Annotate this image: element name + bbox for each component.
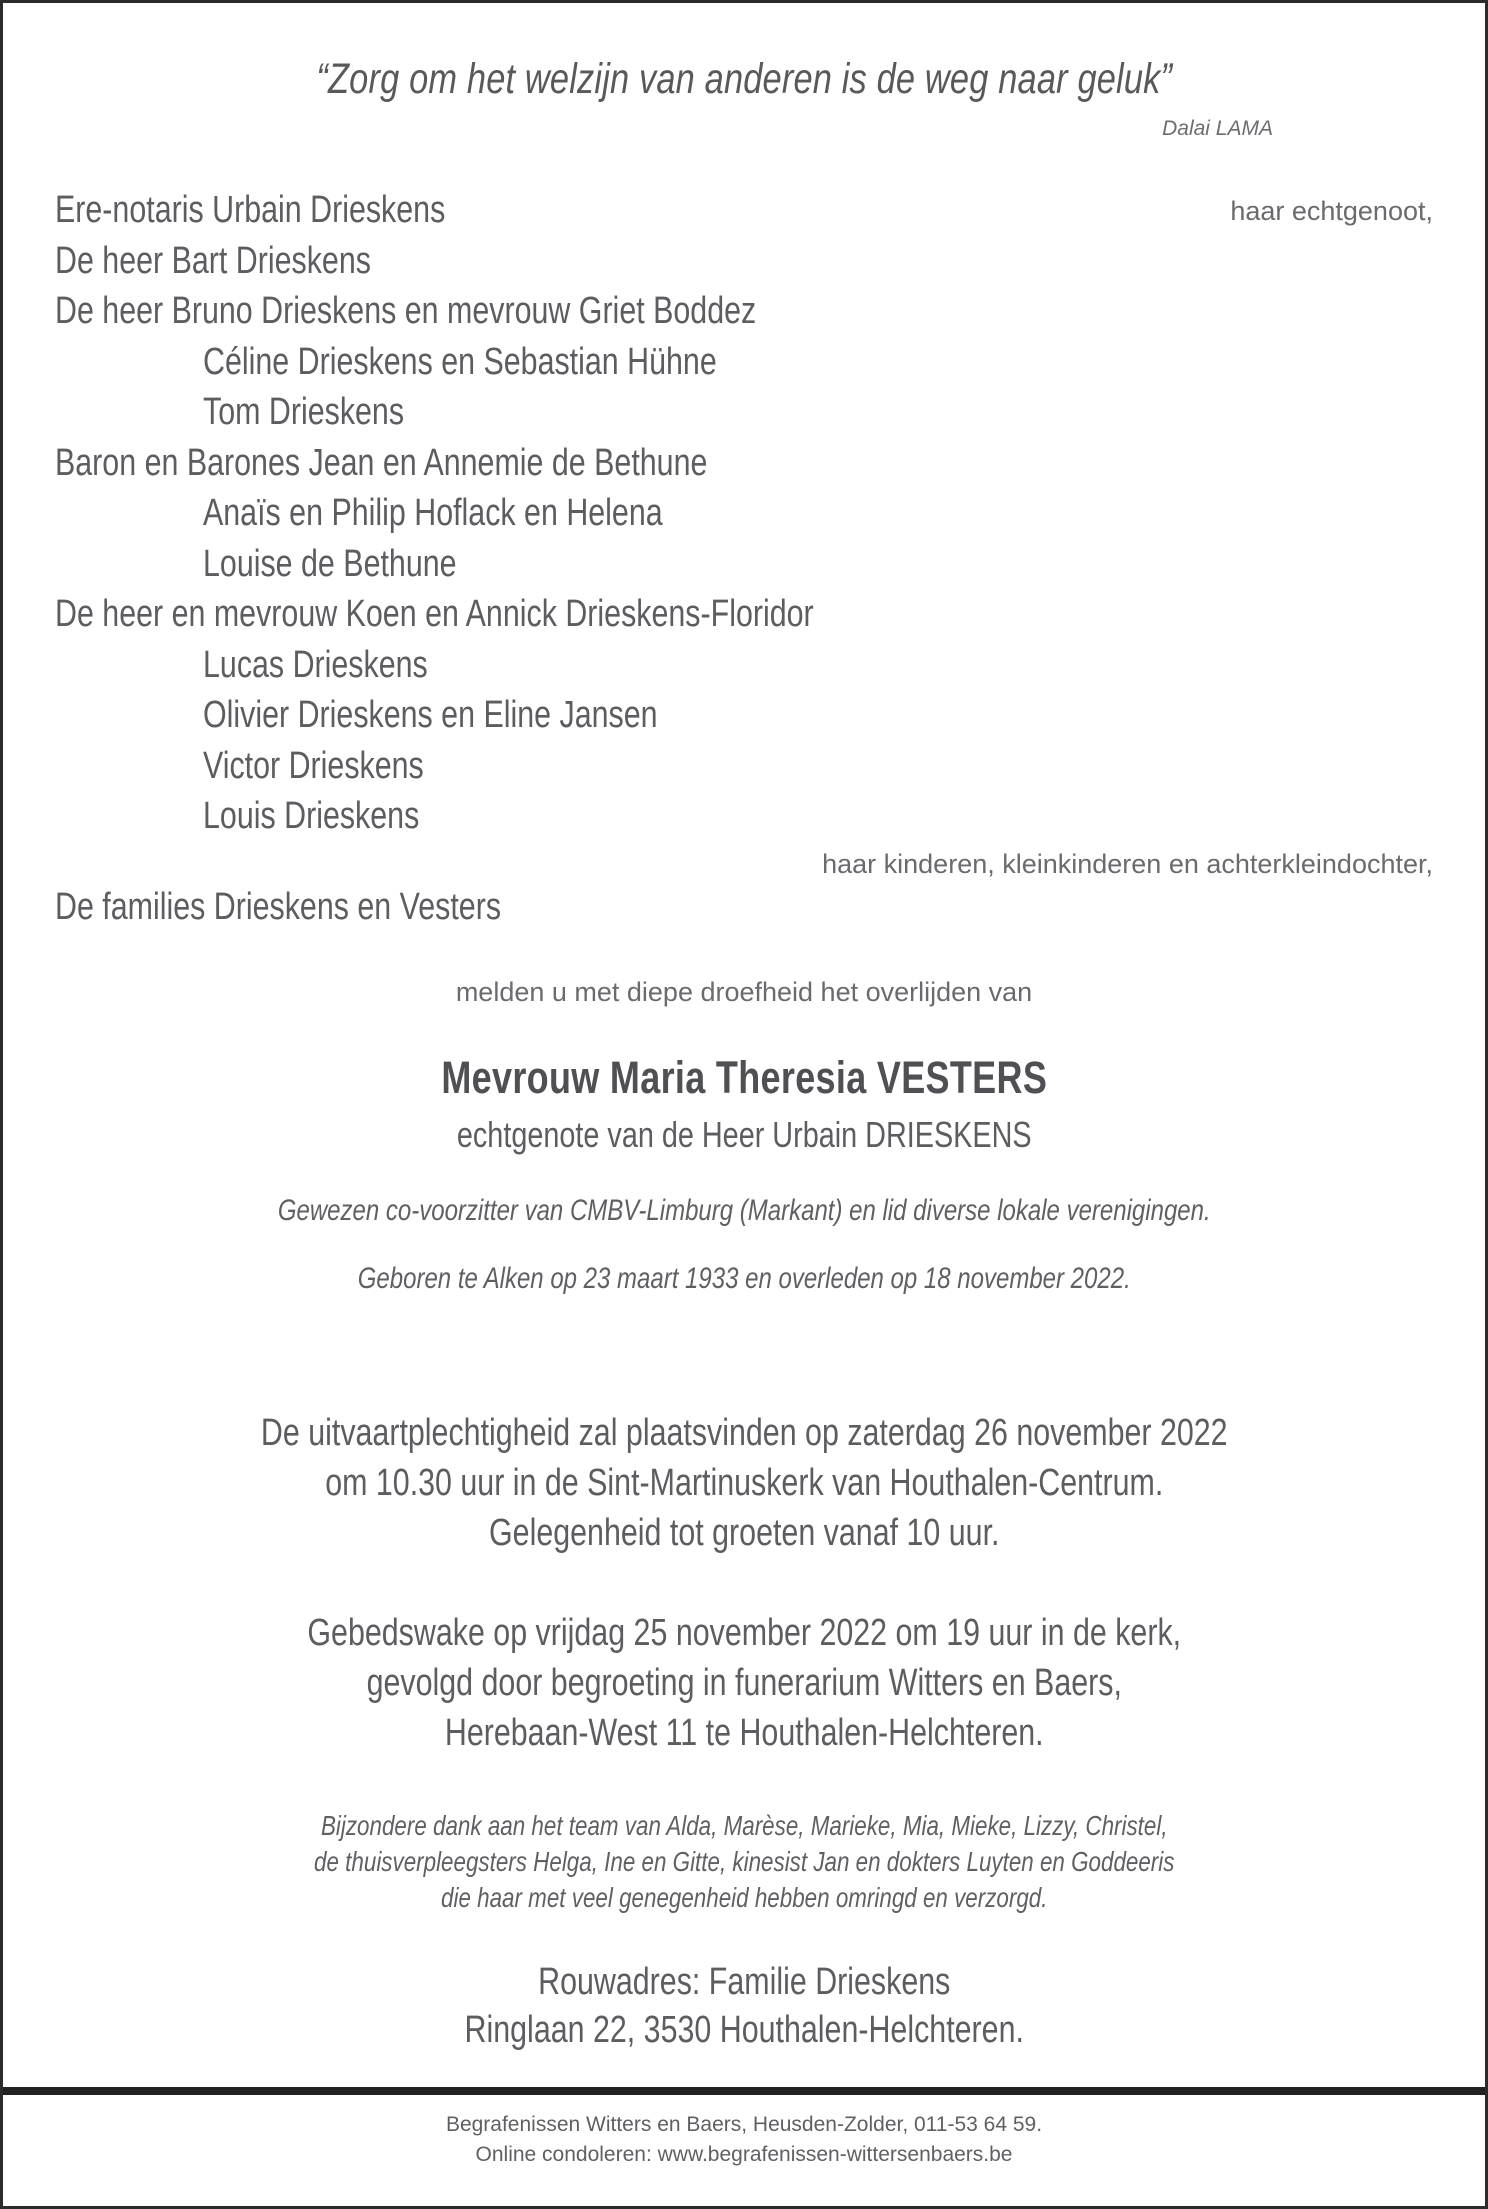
family-list: [55, 185, 1433, 842]
family-row: [55, 791, 1433, 842]
families-row: [55, 882, 1433, 933]
family-member-name: [203, 539, 520, 589]
family-row: [55, 236, 1433, 287]
family-member-name: [55, 286, 932, 336]
vigil-details: [55, 1608, 1433, 1758]
family-member-name: [55, 438, 871, 488]
family-member-name: [55, 185, 543, 235]
biography-text: Gewezen co-voorzitter van CMBV-Limburg (Markant) en lid diverse lokale verenigingen.: [277, 1194, 1211, 1227]
family-member-name: [203, 488, 778, 538]
thanks-line-text: die haar met veel genegenheid hebben omringd en verzorgd.: [440, 1882, 1048, 1913]
footer-divider: [3, 2087, 1485, 2095]
family-row: [55, 539, 1433, 590]
quote-author: [55, 117, 1433, 141]
vigil-line-text: Gebedswake op vrijdag 25 november 2022 om 19 uur in de kerk,: [307, 1612, 1181, 1654]
family-row: [55, 337, 1433, 388]
family-relation-label: [1230, 185, 1433, 237]
footer-line-text: Online condoleren: www.begrafenissen-wittersenbaers.be: [475, 2143, 1013, 2166]
family-member-name: [203, 791, 473, 841]
thanks-paragraph: [55, 1808, 1433, 1916]
mourning-address: [55, 1958, 1433, 2054]
birth-death-dates: [55, 1262, 1433, 1296]
relation-note: [55, 849, 1433, 880]
vigil-line: [55, 1658, 1433, 1708]
family-row: [55, 640, 1433, 691]
family-row: [55, 690, 1433, 741]
family-member-name-text: Louis Drieskens: [203, 795, 420, 837]
deceased-name-text: Mevrouw Maria Theresia VESTERS: [441, 1052, 1047, 1103]
thanks-line: [55, 1844, 1433, 1880]
biography-line: [55, 1194, 1433, 1228]
family-row: [55, 741, 1433, 792]
card-content: [3, 3, 1485, 2206]
family-member-name-text: Lucas Drieskens: [203, 643, 428, 686]
vigil-line-text: Herebaan-West 11 te Houthalen-Helchteren.: [444, 1712, 1044, 1754]
funeral-home-footer: [3, 2110, 1485, 2170]
thanks-line-text: Bijzondere dank aan het team van Alda, Marèse, Marieke, Mia, Mieke, Lizzy, Christel,: [320, 1810, 1168, 1841]
service-details: [55, 1408, 1433, 1558]
service-line-text: om 10.30 uur in de Sint-Martinuskerk van Houthalen-Centrum.: [324, 1462, 1164, 1504]
family-row: [55, 438, 1433, 489]
family-member-name: [55, 589, 1003, 639]
mourning-address-line: [55, 2006, 1433, 2054]
family-member-name-text: De heer en mevrouw Koen en Annick Drieskens-Floridor: [55, 593, 814, 635]
footer-line: [3, 2140, 1485, 2170]
family-member-name: [55, 236, 450, 286]
thanks-line: [55, 1808, 1433, 1844]
spouse-line: [55, 1114, 1433, 1156]
service-line: [55, 1408, 1433, 1458]
family-member-name-text: Anaïs en Philip Hoflack en Helena: [203, 492, 663, 534]
family-member-name-text: Olivier Drieskens en Eline Jansen: [203, 694, 658, 736]
family-member-name-text: Tom Drieskens: [203, 391, 405, 433]
thanks-line-text: de thuisverpleegsters Helga, Ine en Gitte, kinesist Jan en dokters Luyten en Goddeeris: [313, 1846, 1175, 1877]
family-member-name-text: Ere-notaris Urbain Drieskens: [55, 189, 446, 231]
family-member-name: [203, 337, 845, 387]
family-member-name-text: Céline Drieskens en Sebastian Hühne: [203, 340, 717, 383]
family-member-name-text: Baron en Barones Jean en Annemie de Bethune: [55, 441, 708, 484]
family-member-name: [203, 741, 479, 791]
footer-line-text: Begrafenissen Witters en Baers, Heusden-Zolder, 011-53 64 59.: [445, 2113, 1043, 2136]
memorial-quote-text: “Zorg om het welzijn van anderen is de weg naar geluk”: [316, 55, 1172, 103]
family-member-name-text: De heer Bruno Drieskens en mevrouw Griet Boddez: [55, 290, 757, 332]
birth-death-dates-text: Geboren te Alken op 23 maart 1933 en overleden op 18 november 2022.: [357, 1262, 1131, 1295]
mourning-address-line: [55, 1958, 1433, 2006]
service-line: [55, 1458, 1433, 1508]
relation-note-text: haar kinderen, kleinkinderen en achterkleindochter,: [822, 848, 1433, 879]
family-row: [55, 488, 1433, 539]
family-member-name: [203, 690, 771, 740]
family-member-name-text: Louise de Bethune: [203, 542, 457, 585]
service-line-text: Gelegenheid tot groeten vanaf 10 uur.: [488, 1512, 1000, 1554]
vigil-line: [55, 1608, 1433, 1658]
memorial-quote: [55, 55, 1433, 104]
service-line: [55, 1508, 1433, 1558]
quote-author-text: Dalai LAMA: [1162, 117, 1273, 140]
family-member-name-text: De heer Bart Drieskens: [55, 239, 371, 282]
family-row: [55, 589, 1433, 640]
vigil-line: [55, 1708, 1433, 1758]
service-line-text: De uitvaartplechtigheid zal plaatsvinden op zaterdag 26 november 2022: [260, 1412, 1228, 1454]
families-line: [55, 882, 613, 932]
footer-line: [3, 2110, 1485, 2140]
family-member-name: [203, 387, 454, 437]
family-relation-label-text: haar echtgenoot,: [1230, 196, 1433, 226]
spouse-line-text: echtgenote van de Heer Urbain DRIESKENS: [456, 1114, 1032, 1155]
families-line-text: De families Drieskens en Vesters: [55, 885, 502, 928]
family-member-name-text: Victor Drieskens: [203, 744, 424, 787]
family-row: [55, 286, 1433, 337]
family-member-name: [203, 640, 484, 690]
announcement-intro-text: melden u met diepe droefheid het overlijden van: [455, 977, 1033, 1007]
thanks-line: [55, 1880, 1433, 1916]
deceased-name: [55, 1052, 1433, 1104]
mourning-address-line-text: Rouwadres: Familie Drieskens: [537, 1961, 951, 2003]
mourning-address-line-text: Ringlaan 22, 3530 Houthalen-Helchteren.: [464, 2009, 1024, 2051]
announcement-intro: [55, 977, 1433, 1008]
family-row: [55, 387, 1433, 438]
vigil-line-text: gevolgd door begroeting in funerarium Witters en Baers,: [366, 1662, 1122, 1704]
family-row: [55, 185, 1433, 236]
